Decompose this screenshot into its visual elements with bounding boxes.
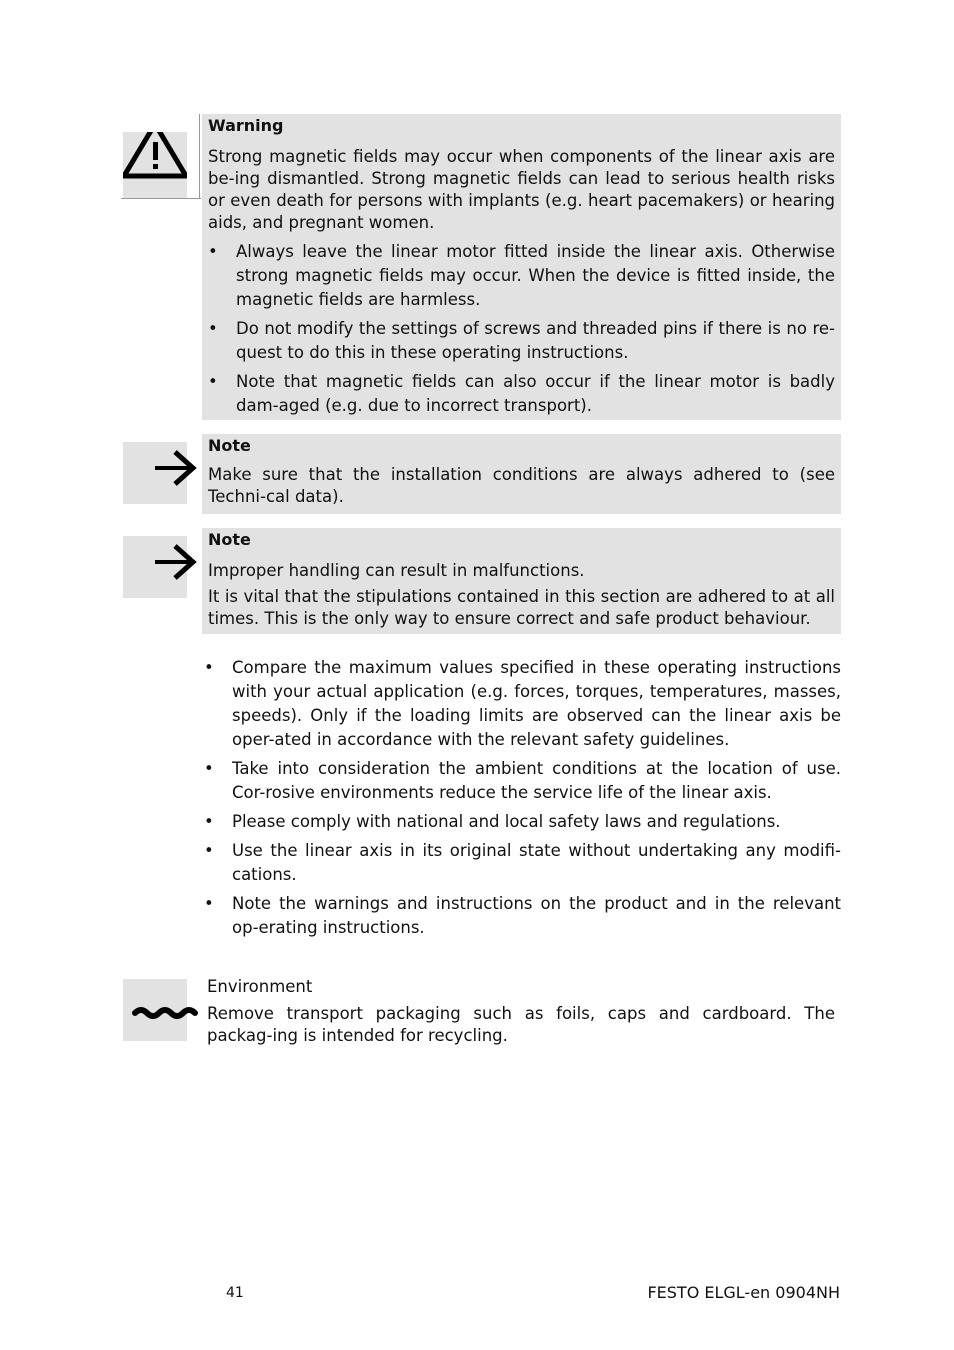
environment-section bbox=[207, 976, 835, 1047]
list-item bbox=[204, 656, 841, 752]
note2-panel bbox=[202, 528, 841, 634]
bullet-text: Note the warnings and instructions on the product and in the relevant op-erating instructions. bbox=[232, 894, 841, 937]
environment-wave-icon bbox=[123, 979, 199, 1041]
warning-panel bbox=[202, 114, 841, 420]
list-item bbox=[204, 839, 841, 887]
environment-text: Remove transport packaging such as foils, caps and cardboard. The packag-ing is intended for recycling. bbox=[207, 1004, 835, 1045]
warning-title: Warning bbox=[208, 116, 284, 135]
list-item bbox=[208, 317, 835, 365]
bullet-dot: • bbox=[204, 759, 214, 778]
bullet-text: Note that magnetic fields can also occur if the linear motor is badly dam-aged (e.g. due to incorrect transport). bbox=[236, 372, 835, 415]
bullet-text: Compare the maximum values specified in these operating instructions with your actual application (e.g. forces, torques, temperatures, masses, speeds). Only if the loading limits are observed can the linear axis be oper-ated in accordance with the relevant safety guidelines. bbox=[232, 658, 841, 749]
warning-intro: Strong magnetic fields may occur when components of the linear axis are be-ing dismantled. Strong magnetic fields can lead to serious health risks or even death for persons with implants (e.g. heart pacemakers) or hearing aids, and pregnant women. bbox=[208, 147, 835, 232]
bullet-dot: • bbox=[204, 841, 214, 860]
list-item bbox=[208, 370, 835, 418]
bullet-text: Do not modify the settings of screws and threaded pins if there is no re-quest to do this in these operating instructions. bbox=[236, 319, 835, 362]
note1-icon-box bbox=[123, 442, 187, 504]
note1-panel bbox=[202, 434, 841, 514]
bullet-dot: • bbox=[208, 319, 218, 338]
bullet-dot: • bbox=[204, 894, 214, 913]
arrow-right-icon bbox=[123, 536, 199, 598]
bullet-dot: • bbox=[204, 658, 214, 677]
bullet-dot: • bbox=[208, 242, 218, 261]
bullet-text: Always leave the linear motor fitted inside the linear axis. Otherwise strong magnetic fields may occur. When the device is fitted inside, the magnetic fields are harmless. bbox=[236, 242, 835, 309]
note1-text: Make sure that the installation conditions are always adhered to (see Techni-cal data). bbox=[208, 465, 835, 506]
environment-icon-box bbox=[123, 979, 187, 1041]
bullet-text: Take into consideration the ambient conditions at the location of use. Cor-rosive environments reduce the service life of the linear axis. bbox=[232, 759, 841, 802]
note2-line2: It is vital that the stipulations contained in this section are adhered to at all times. This is the only way to ensure correct and safe product behaviour. bbox=[208, 587, 835, 628]
note1-title: Note bbox=[208, 436, 251, 455]
note2-title: Note bbox=[208, 530, 251, 549]
note2-icon-box bbox=[123, 536, 187, 598]
page-number: 41 bbox=[226, 1285, 244, 1301]
bullet-dot: • bbox=[208, 372, 218, 391]
environment-title: Environment bbox=[207, 977, 313, 996]
note2-line1: Improper handling can result in malfunctions. bbox=[208, 561, 585, 580]
bullet-text: Please comply with national and local safety laws and regulations. bbox=[232, 812, 781, 831]
warning-rule bbox=[121, 198, 201, 199]
document-id: FESTO ELGL-en 0904NH bbox=[647, 1283, 840, 1302]
bullet-text: Use the linear axis in its original state without undertaking any modifi-cations. bbox=[232, 841, 841, 884]
list-item bbox=[204, 757, 841, 805]
arrow-right-icon bbox=[123, 442, 199, 504]
bullet-dot: • bbox=[204, 812, 214, 831]
list-item bbox=[204, 810, 841, 834]
warning-icon-box bbox=[123, 132, 187, 198]
warning-triangle-icon bbox=[123, 132, 187, 198]
warning-rule-vertical bbox=[199, 114, 200, 198]
main-bullet-list bbox=[204, 656, 841, 940]
warning-bullets bbox=[208, 240, 835, 418]
list-item bbox=[208, 240, 835, 312]
list-item bbox=[204, 892, 841, 940]
